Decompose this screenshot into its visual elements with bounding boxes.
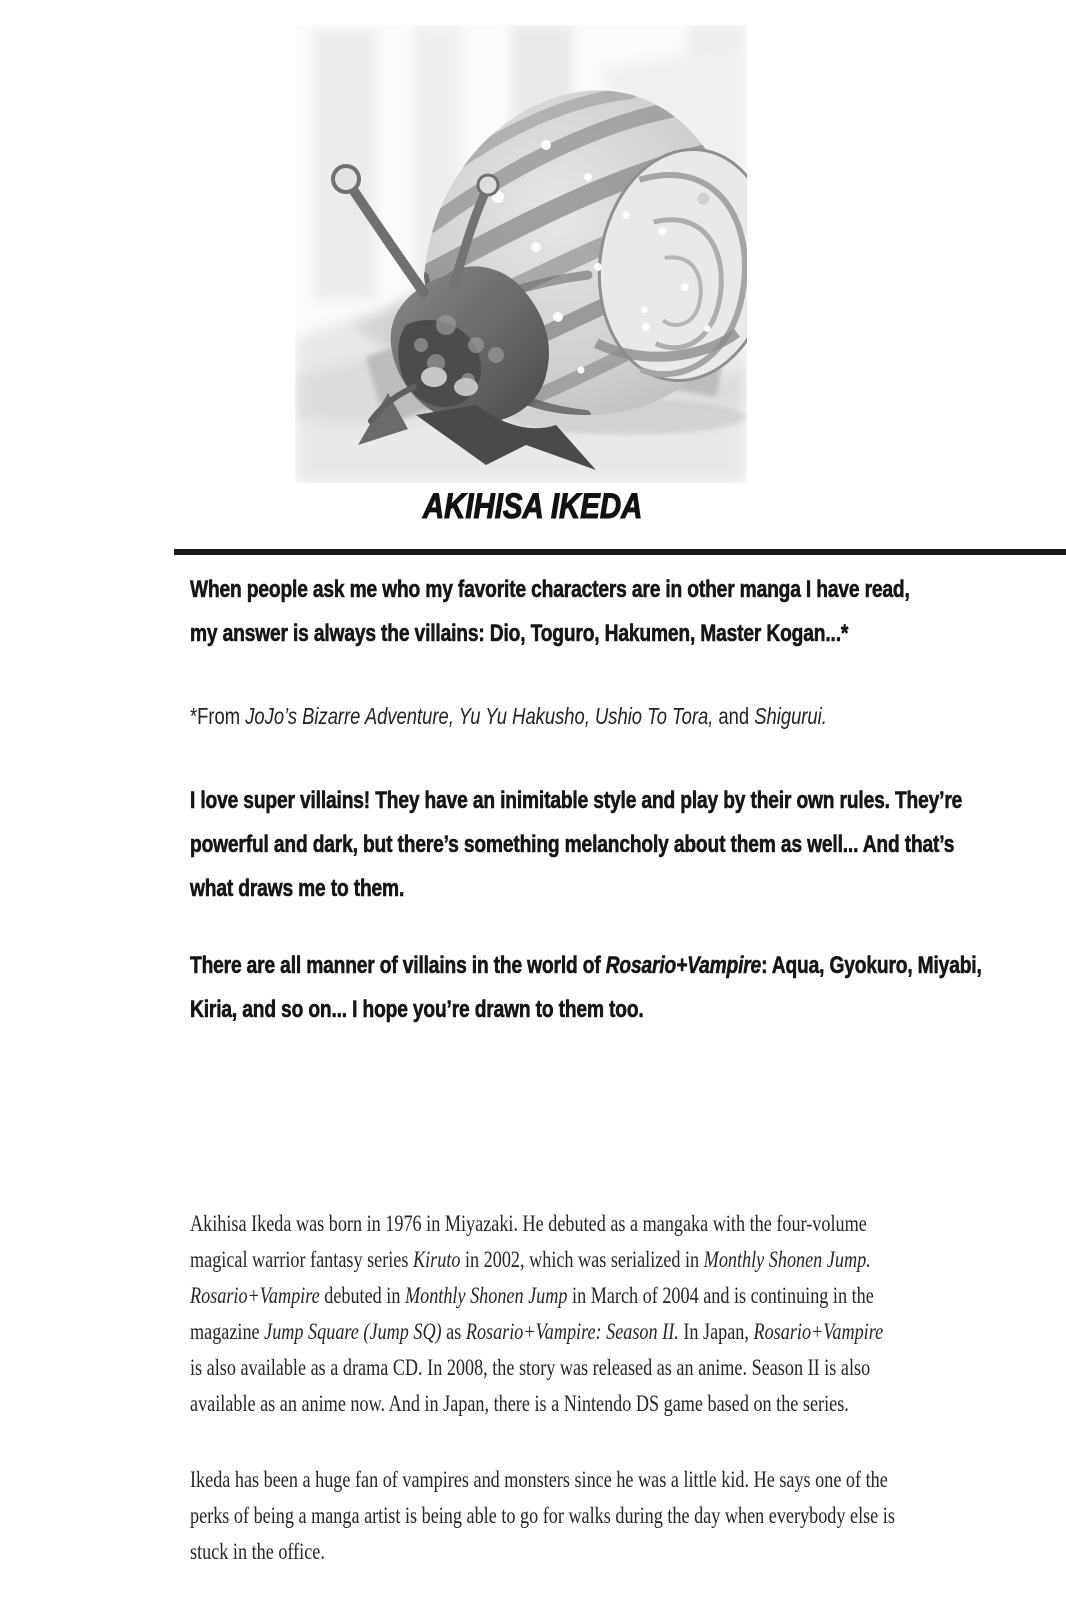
bio-paragraph-career — [190, 1206, 883, 1422]
quote-paragraph-favorites — [190, 568, 910, 656]
text-line: There are all manner of villains in the world of Rosario+Vampire: Aqua, Gyokuro, Miyabi, — [190, 952, 982, 979]
text-line: powerful and dark, but there’s something melancholy about them as well... And that’s — [190, 831, 955, 858]
footnote-sources — [190, 694, 827, 738]
snail-drawing-svg — [295, 25, 747, 483]
text-line: available as an anime now. And in Japan, there is a Nintendo DS game based on the series. — [190, 1391, 849, 1416]
divider-rule — [174, 549, 1066, 555]
snail-illustration — [295, 25, 747, 483]
author-name-text: AKIHISA IKEDA — [423, 487, 643, 526]
quote-paragraph-villains — [190, 779, 962, 911]
text-line: stuck in the office. — [190, 1539, 325, 1564]
text-line: what draws me to them. — [190, 875, 405, 902]
quote-paragraph-rosario-villains — [190, 944, 982, 1032]
text-line: magical warrior fantasy series Kiruto in 2002, which was serialized in Monthly Shonen Jump. — [190, 1247, 871, 1272]
text-line: *From JoJo’s Bizarre Adventure, Yu Yu Hakusho, Ushio To Tora, and Shigurui. — [190, 703, 827, 729]
text-line: Ikeda has been a huge fan of vampires and monsters since he was a little kid. He says one of the — [190, 1467, 888, 1492]
text-line: Kiria, and so on... I hope you’re drawn to them too. — [190, 996, 644, 1023]
text-line: magazine Jump Square (Jump SQ) as Rosario+Vampire: Season II. In Japan, Rosario+Vampire — [190, 1319, 884, 1344]
text-line: my answer is always the villains: Dio, Toguro, Hakumen, Master Kogan...* — [190, 620, 849, 647]
bio-paragraph-personal — [190, 1462, 895, 1570]
text-line: Rosario+Vampire debuted in Monthly Shonen Jump in March of 2004 and is continuing in the — [190, 1283, 874, 1308]
text-line: perks of being a manga artist is being able to go for walks during the day when everybody else is — [190, 1503, 895, 1528]
text-line: is also available as a drama CD. In 2008, the story was released as an anime. Season II is also — [190, 1355, 871, 1380]
author-name-heading — [0, 487, 1066, 527]
text-line: When people ask me who my favorite characters are in other manga I have read, — [190, 576, 910, 603]
text-line: I love super villains! They have an inimitable style and play by their own rules. They’re — [190, 787, 963, 814]
text-line: Akihisa Ikeda was born in 1976 in Miyazaki. He debuted as a mangaka with the four-volume — [190, 1211, 867, 1236]
